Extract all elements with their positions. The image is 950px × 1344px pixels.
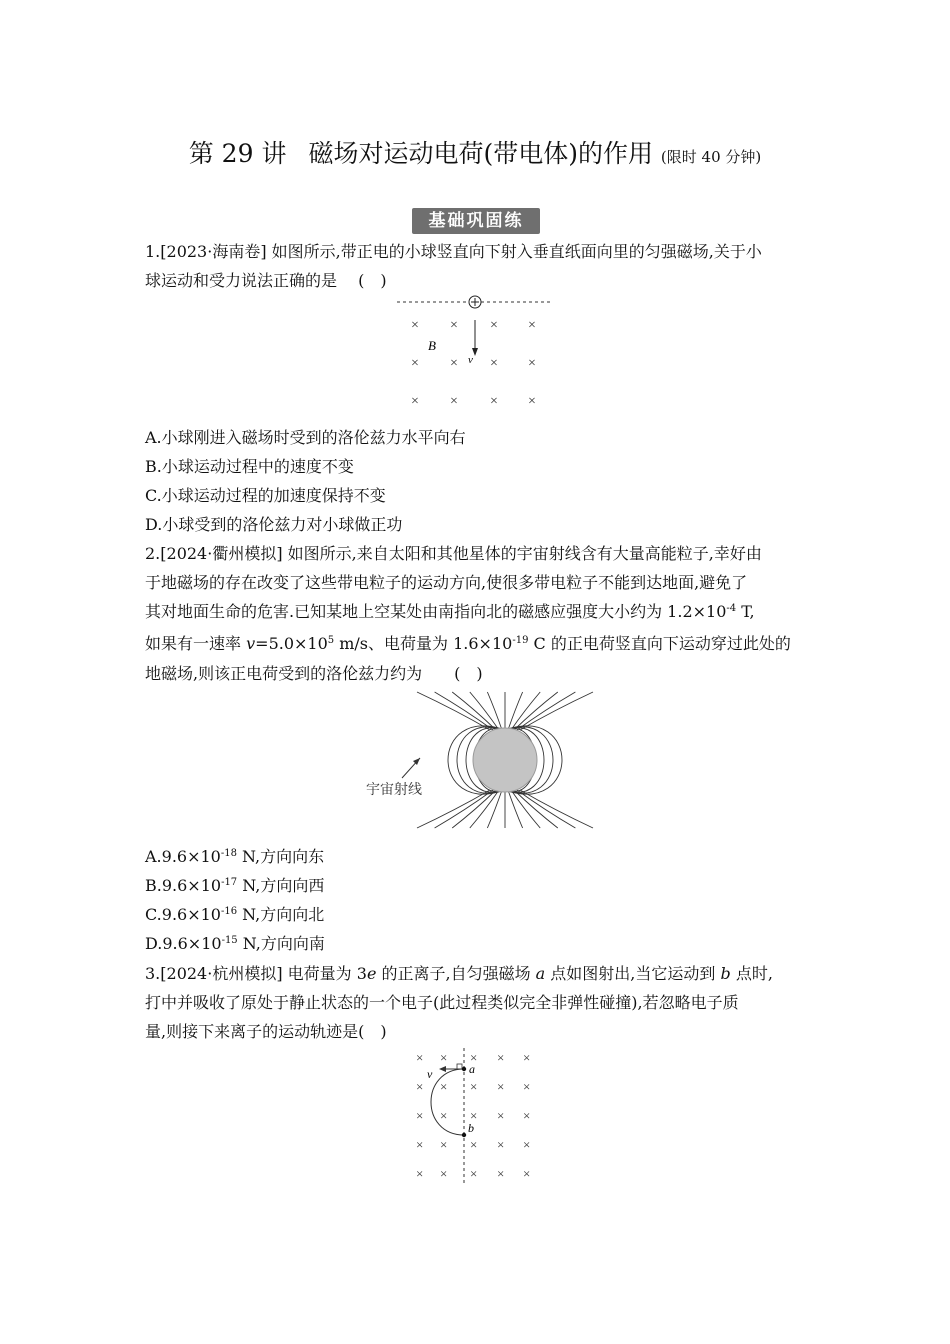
q1-option-c: C.小球运动过程的加速度保持不变 — [145, 486, 386, 505]
field-label: B — [428, 338, 436, 353]
q2-option-b: $B.9.6\times 10^{-17}$ N,方向向西 — [145, 876, 325, 895]
q1-stem-line-1: 1.[2023·海南卷] 如图所示,带正电的小球竖直向下射入垂直纸面向里的匀强磁场,关于小 — [145, 242, 762, 261]
velocity-label: v — [468, 354, 473, 366]
q3-figure — [410, 1046, 540, 1186]
field-line — [435, 790, 493, 828]
point-b-label: b — [468, 1121, 474, 1135]
field-cross-icon: × — [440, 1050, 448, 1065]
q2-earth-field-figure — [360, 690, 590, 830]
point-a-dot — [462, 1067, 466, 1071]
q2-stem-line-5: 地磁场,则该正电荷受到的洛伦兹力约为 ( ) — [145, 664, 483, 683]
page-title — [0, 134, 950, 170]
field-cross-icon: × — [416, 1050, 424, 1065]
q2-option-d: $D.9.6\times 10^{-15}$ N,方向向南 — [145, 934, 325, 953]
velocity-label: v — [427, 1067, 433, 1081]
field-cross-icon: × — [440, 1108, 448, 1123]
section-banner: 基础巩固练 — [412, 208, 540, 234]
point-b-dot — [462, 1133, 466, 1137]
time-limit: (限时 40 分钟) — [660, 148, 762, 166]
q2-source: [2024·衢州模拟] — [160, 544, 283, 563]
field-cross-icon: × — [523, 1166, 531, 1181]
field-line — [520, 790, 593, 828]
q1-stem-line-2: 球运动和受力说法正确的是 ( ) — [145, 271, 387, 290]
earth-circle — [473, 728, 537, 792]
field-cross-icon: × — [490, 318, 498, 333]
field-cross-icon: × — [523, 1108, 531, 1123]
field-cross-icon: × — [470, 1079, 478, 1094]
q2-option-a: $A.9.6\times 10^{-18}$ N,方向向东 — [145, 847, 325, 866]
q2-stem-line-4: 如果有一速率 $v=5.0\times 10^5$ m/s、电荷量为 $1.6\times 10^{-19}$ C 的正电荷竖直向下运动穿过此处的 — [145, 634, 791, 653]
lecture-number: 第 29 讲 — [188, 139, 287, 168]
trajectory-arc — [431, 1069, 464, 1135]
field-cross-icon: × — [416, 1137, 424, 1152]
field-cross-marks — [411, 318, 536, 409]
field-line — [520, 692, 593, 730]
field-cross-icon: × — [411, 318, 419, 333]
field-cross-icon: × — [497, 1108, 505, 1123]
field-cross-icon: × — [523, 1137, 531, 1152]
q2-stem-line-1: 2.[2024·衢州模拟] 如图所示,来自太阳和其他星体的宇宙射线含有大量高能粒子,幸好由 — [145, 544, 762, 563]
field-cross-icon: × — [497, 1166, 505, 1181]
field-cross-icon: × — [411, 356, 419, 371]
q3-source: [2024·杭州模拟] — [160, 964, 283, 983]
velocity-arrowhead — [439, 1066, 446, 1072]
field-cross-icon: × — [450, 356, 458, 371]
field-cross-icon: × — [528, 356, 536, 371]
field-cross-icon: × — [416, 1108, 424, 1123]
field-cross-icon: × — [490, 356, 498, 371]
positive-charge-icon — [469, 296, 481, 308]
field-cross-icon: × — [470, 1137, 478, 1152]
q3-stem-line-3: 量,则接下来离子的运动轨迹是( ) — [145, 1022, 387, 1041]
point-a-label: a — [469, 1062, 475, 1076]
field-cross-icon: × — [523, 1050, 531, 1065]
q1-option-b: B.小球运动过程中的速度不变 — [145, 457, 354, 476]
q2-stem-line-3: 其对地面生命的危害.已知某地上空某处由南指向北的磁感应强度大小约为 $1.2\times 10^{-4}$ T, — [145, 602, 755, 621]
field-line — [417, 790, 490, 828]
cosmic-ray-label: 宇宙射线 — [366, 783, 422, 798]
field-cross-icon: × — [450, 394, 458, 409]
field-cross-icon: × — [490, 394, 498, 409]
q1-source: [2023·海南卷] — [160, 242, 267, 261]
q2-option-c: $C.9.6\times 10^{-16}$ N,方向向北 — [145, 905, 325, 924]
q3-number: 3. — [145, 964, 161, 983]
lecture-title: 磁场对运动电荷(带电体)的作用 — [308, 139, 653, 168]
field-line — [517, 692, 575, 730]
q2-number: 2. — [145, 544, 161, 563]
field-cross-icon: × — [497, 1137, 505, 1152]
field-cross-icon: × — [528, 318, 536, 333]
q3-stem-line-1: 3.[2024·杭州模拟] 电荷量为 3e 的正离子,自匀强磁场 a 点如图射出,当它运动到 b 点时, — [145, 964, 773, 983]
field-line — [435, 692, 493, 730]
field-cross-icon: × — [523, 1079, 531, 1094]
field-cross-icon: × — [440, 1166, 448, 1181]
field-cross-icon: × — [528, 394, 536, 409]
field-cross-icon: × — [416, 1166, 424, 1181]
field-cross-icon: × — [497, 1050, 505, 1065]
q1-figure — [395, 292, 555, 412]
field-line — [517, 790, 575, 828]
field-cross-icon: × — [450, 318, 458, 333]
field-cross-icon: × — [411, 394, 419, 409]
field-cross-icon: × — [470, 1166, 478, 1181]
field-cross-icon: × — [440, 1079, 448, 1094]
field-cross-icon: × — [497, 1079, 505, 1094]
field-cross-icon: × — [440, 1137, 448, 1152]
q2-stem-line-2: 于地磁场的存在改变了这些带电粒子的运动方向,使很多带电粒子不能到达地面,避免了 — [145, 573, 748, 592]
velocity-arrowhead — [472, 348, 478, 356]
right-angle-mark — [457, 1064, 462, 1069]
field-cross-icon: × — [416, 1079, 424, 1094]
field-cross-icon: × — [470, 1050, 478, 1065]
q1-option-a: A.小球刚进入磁场时受到的洛伦兹力水平向右 — [145, 428, 466, 447]
field-line — [417, 692, 490, 730]
q1-number: 1. — [145, 242, 161, 261]
q1-option-d: D.小球受到的洛伦兹力对小球做正功 — [145, 515, 403, 534]
field-cross-icon: × — [470, 1108, 478, 1123]
q3-stem-line-2: 打中并吸收了原处于静止状态的一个电子(此过程类似完全非弹性碰撞),若忽略电子质 — [145, 993, 739, 1012]
